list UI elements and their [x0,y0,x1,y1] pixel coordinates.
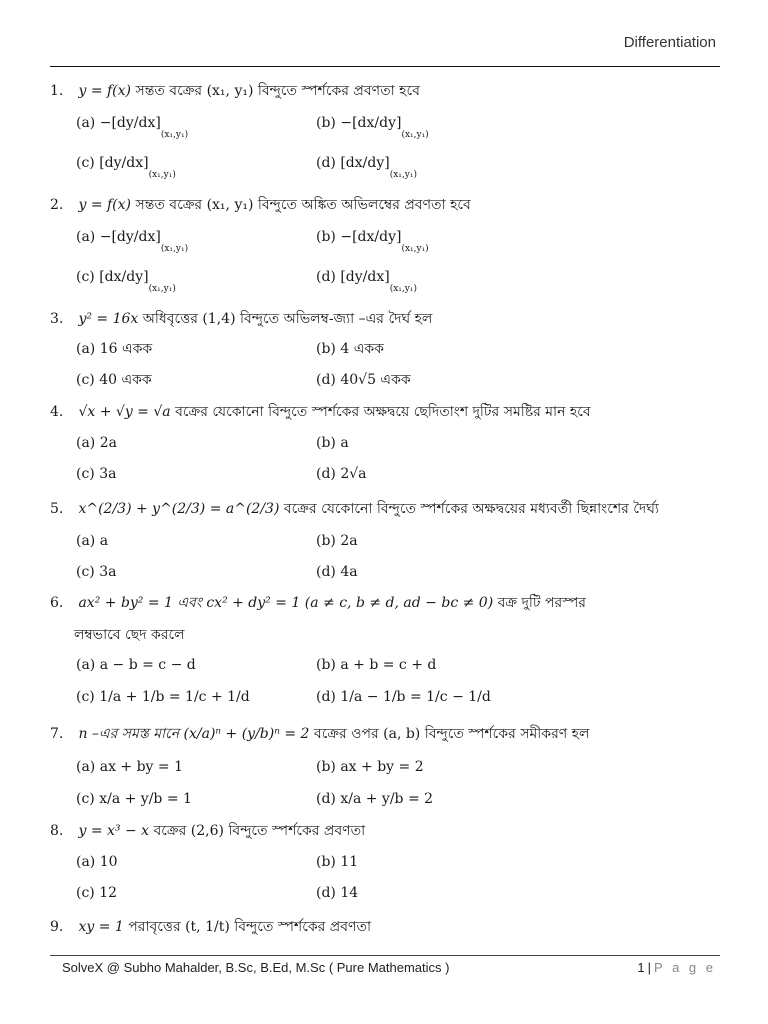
question-math: y² = 16x [78,311,139,327]
question-text: অধিবৃত্তের (1,4) বিন্দুতে অভিলম্ব-জ্যা –এর দৈর্ঘ হল [142,311,433,327]
q7-option-d[interactable]: (d) x/a + y/b = 2 [316,791,434,807]
question-number: 7. [50,726,64,742]
page-label: P a g e [654,960,716,975]
footer-credit: SolveX @ Subho Mahalder, B.Sc, B.Ed, M.Sc ( Pure Mathematics ) [62,960,450,975]
footer-divider [50,955,720,956]
question-number: 1. [50,83,64,99]
question-number: 8. [50,823,64,839]
q1-option-b[interactable]: $(b) -[dx/dy]_{(x_1,y_1)}$ [316,115,429,140]
question-math: n –এর সমস্ত মানে (x/a)ⁿ + (y/b)ⁿ = 2 [78,726,310,742]
question-text: পরাবৃত্তের (t, 1/t) বিন্দুতে স্পর্শকের প্রবণতা [128,919,372,935]
question-6-continuation: লম্বভাবে ছেদ করলে [74,627,185,643]
q2-option-a[interactable]: $(a) -[dy/dx]_{(x_1,y_1)}$ [76,229,189,254]
q8-option-b[interactable]: (b) 11 [316,854,359,870]
page-separator: | [647,960,652,975]
q8-option-a[interactable]: (a) 10 [76,854,118,870]
q4-option-b[interactable]: (b) a [316,435,349,451]
footer-page [637,960,716,975]
q7-option-a[interactable]: (a) ax + by = 1 [76,759,184,775]
q6-option-c[interactable]: (c) 1/a + 1/b = 1/c + 1/d [76,689,250,705]
question-2 [50,196,720,214]
question-number: 9. [50,919,64,935]
page-number: 1 [637,960,645,975]
q6-option-b[interactable]: (b) a + b = c + d [316,657,437,673]
question-4 [50,403,720,421]
question-math: y = x³ − x [78,823,150,839]
question-number: 3. [50,311,64,327]
q7-option-b[interactable]: (b) ax + by = 2 [316,759,424,775]
q3-option-b[interactable]: (b) 4 একক [316,341,384,357]
question-text: বক্র দুটি পরস্পর [497,595,586,611]
q6-option-d[interactable]: (d) 1/a − 1/b = 1/c − 1/d [316,689,491,705]
question-number: 4. [50,404,64,420]
question-text: বক্রের যেকোনো বিন্দুতে স্পর্শকের অক্ষদ্বয়ের মধ্যবর্তী ছিন্নাংশের দৈর্ঘ্য [283,501,659,517]
q5-option-c[interactable]: (c) 3a [76,564,117,580]
q4-option-a[interactable]: (a) 2a [76,435,117,451]
q3-option-a[interactable]: (a) 16 একক [76,341,153,357]
question-9 [50,918,720,936]
q1-option-d[interactable]: (d) $[dx/dy]_{(x_1,y_1)}$ [316,155,417,180]
q8-option-c[interactable]: (c) 12 [76,885,118,901]
question-text: বক্রের যেকোনো বিন্দুতে স্পর্শকের অক্ষদ্বয়ে ছেদিতাংশ দুটির সমষ্টির মান হবে [175,404,591,420]
q2-option-b[interactable]: $(b) -[dx/dy]_{(x_1,y_1)}$ [316,229,429,254]
question-text: সন্তত বক্রের (x₁, y₁) বিন্দুতে অঙ্কিত অভিলম্বের প্রবণতা হবে [135,197,471,213]
q1-option-a[interactable]: $(a) -[dy/dx]_{(x_1,y_1)}$ [76,115,189,140]
question-text: বক্রের ওপর (a, b) বিন্দুতে স্পর্শকের সমীকরণ হল [313,726,590,742]
question-6 [50,594,720,612]
q5-option-b[interactable]: (b) 2a [316,533,358,549]
q2-option-c[interactable]: (c) $[dx/dy]_{(x_1,y_1)}$ [76,269,176,294]
q6-option-a[interactable]: (a) a − b = c − d [76,657,196,673]
question-math: √x + √y = √a [78,404,171,420]
question-math: y = f(x) [78,83,131,99]
question-math: x^(2/3) + y^(2/3) = a^(2/3) [78,501,280,517]
question-number: 5. [50,501,64,517]
q8-option-d[interactable]: (d) 14 [316,885,359,901]
question-number: 2. [50,197,64,213]
q3-option-d[interactable]: (d) 40√5 একক [316,372,411,388]
question-math: y = f(x) [78,197,131,213]
question-8 [50,822,720,840]
q2-option-d[interactable]: (d) $[dy/dx]_{(x_1,y_1)}$ [316,269,417,294]
q1-option-c[interactable]: (c) $[dy/dx]_{(x_1,y_1)}$ [76,155,176,180]
question-3 [50,310,720,328]
question-5 [50,500,720,518]
question-7 [50,725,720,743]
q4-option-c[interactable]: (c) 3a [76,466,117,482]
question-math: ax² + by² = 1 এবং cx² + dy² = 1 (a ≠ c, b ≠ d, ad − bc ≠ 0) [78,595,494,611]
question-math: xy = 1 [78,919,124,935]
question-text: সন্তত বক্রের (x₁, y₁) বিন্দুতে স্পর্শকের প্রবণতা হবে [135,83,420,99]
question-1 [50,82,720,100]
question-number: 6. [50,595,64,611]
header-divider [50,66,720,67]
q4-option-d[interactable]: (d) 2√a [316,466,367,482]
q3-option-c[interactable]: (c) 40 একক [76,372,152,388]
page-header-title: Differentiation [623,34,716,51]
q5-option-a[interactable]: (a) a [76,533,109,549]
q7-option-c[interactable]: (c) x/a + y/b = 1 [76,791,192,807]
q5-option-d[interactable]: (d) 4a [316,564,358,580]
question-text: বক্রের (2,6) বিন্দুতে স্পর্শকের প্রবণতা [153,823,366,839]
